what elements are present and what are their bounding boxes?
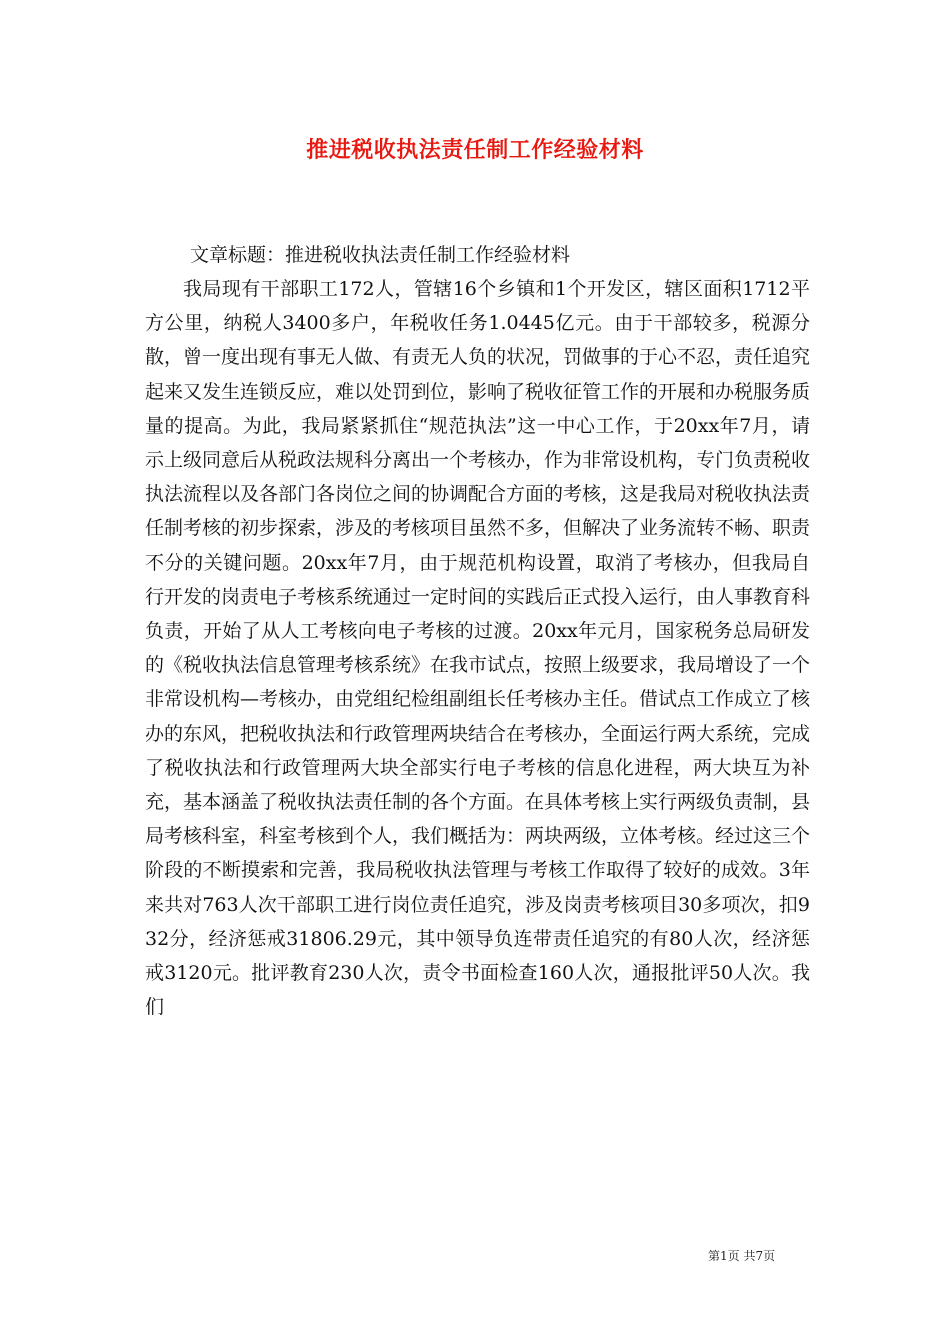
page-title: 推进税收执法责任制工作经验材料 xyxy=(306,137,644,163)
page-number-footer: 第1页 共7页 xyxy=(708,1249,776,1263)
article-title-label: 文章标题：推进税收执法责任制工作经验材料 xyxy=(190,244,571,266)
body-paragraph: 我局现有干部职工172人，管辖16个乡镇和1个开发区，辖区面积1712平方公里，纳税人3400多户，年税收任务1.0445亿元。由于干部较多，税源分散，曾一度出现有事无人做、有责无人负的状况，罚做事的于心不忍，责任追究起来又发生连锁反应，难以处罚到位，影响了税收征管工作的开展和办税服务质量的提高。为此，我局紧紧抓住“规范执法”这一中心工作，于20xx年7月，请示上级同意后从税政法规科分离出一个考核办，作为非常设机构，专门负责税收执法流程以及各部门各岗位之间的协调配合方面的考核，这是我局对税收执法责任制考核的初步探索，涉及的考核项目虽然不多，但解决了业务流转不畅、职责不分的关键问题。20xx年7月，由于规范机构设置，取消了考核办，但我局自行开发的岗责电子考核系统通过一定时间的实践后正式投入运行，由人事教育科负责，开始了从人工考核向电子考核的过渡。20xx年元月，国家税务总局研发的《税收执法信息管理考核系统》在我市试点，按照上级要求，我局增设了一个非常设机构—考核办，由党组纪检组副组长任考核办主任。借试点工作成立了核办的东风，把税收执法和行政管理两块结合在考核办，全面运行两大系统，完成了税收执法和行政管理两大块全部实行电子考核的信息化进程，两大块互为补充，基本涵盖了税收执法责任制的各个方面。在具体考核上实行两级负责制，县局考核科室，科室考核到个人，我们概括为：两块两级，立体考核。经过这三个阶段的不断摸索和完善，我局税收执法管理与考核工作取得了较好的成效。3年来共对763人次干部职工进行岗位责任追究，涉及岗责考核项目30多项次，扣932分，经济惩戒31806.29元，其中领导负连带责任追究的有80人次，经济惩戒3120元。批评教育230人次，责令书面检查160人次，通报批评50人次。我们 xyxy=(145,278,811,1019)
